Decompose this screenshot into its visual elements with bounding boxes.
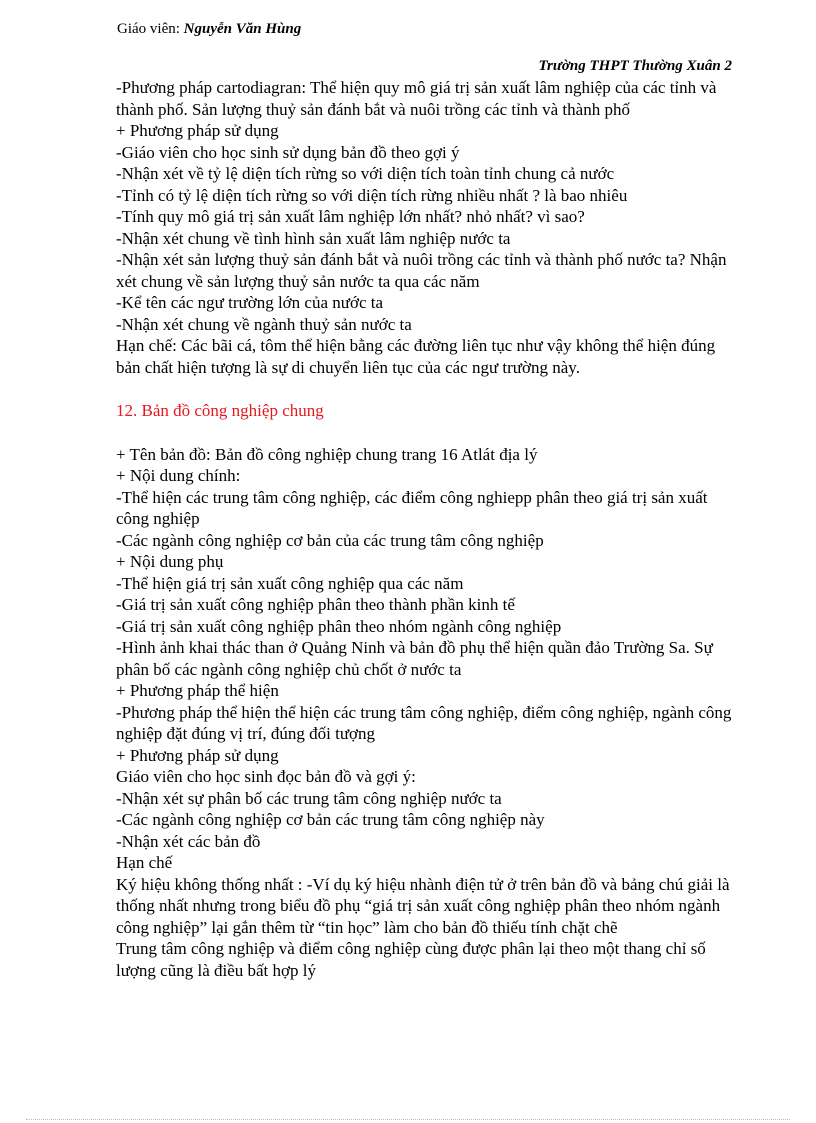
paragraph: Trung tâm công nghiệp và điểm công nghiệp cùng được phân lại theo một thang chỉ số lượng cũng là điều bất hợp lý (116, 939, 706, 980)
paragraph: -Nhận xét chung về ngành thuỷ sản nước ta (116, 314, 412, 334)
paragraph: + Tên bản đồ: Bản đồ công nghiệp chung trang 16 Atlát địa lý (116, 444, 538, 464)
paragraph: -Các ngành công nghiệp cơ bản của các trung tâm công nghiệp (116, 530, 544, 550)
document-body (116, 77, 742, 981)
teacher-name: Nguyễn Văn Hùng (183, 21, 302, 37)
paragraph: Hạn chế: Các bãi cá, tôm thể hiện bằng các đường liên tục như vậy không thể hiện đúng bản chất hiện tượng là sự di chuyển liên tục của các ngư trường này. (116, 336, 716, 377)
paragraph: -Tính quy mô giá trị sản xuất lâm nghiệp lớn nhất? nhỏ nhất? vì sao? (116, 207, 585, 226)
paragraph: -Nhận xét các bản đồ (116, 831, 261, 851)
teacher-header (117, 20, 301, 38)
paragraph: -Tỉnh có tỷ lệ diện tích rừng so với diện tích rừng nhiều nhất ? là bao nhiêu (116, 185, 628, 205)
paragraph: -Thể hiện các trung tâm công nghiệp, các điểm công nghiepp phân theo giá trị sản xuất công nghiệp (116, 487, 708, 528)
paragraph: -Phương pháp thể hiện thể hiện các trung tâm công nghiệp, điểm công nghiệp, ngành công nghiệp đặt đúng vị trí, đúng đối tượng (116, 702, 732, 743)
paragraph: -Giá trị sản xuất công nghiệp phân theo nhóm ngành công nghiệp (116, 616, 562, 636)
paragraph: -Nhận xét sản lượng thuỷ sản đánh bắt và nuôi trồng các tỉnh và thành phố nước ta? Nhận xét chung về sản lượng thuỷ sản nước ta qua các năm (116, 250, 727, 291)
paragraph: Hạn chế (116, 853, 173, 872)
paragraph: -Hình ảnh khai thác than ở Quảng Ninh và bản đồ phụ thể hiện quần đảo Trường Sa. Sự phân bố các ngành công nghiệp chủ chốt ở nước ta (116, 638, 713, 679)
paragraph: + Phương pháp sử dụng (116, 121, 279, 140)
school-name: Trường THPT Thường Xuân 2 (538, 58, 732, 74)
paragraph: -Nhận xét về tỷ lệ diện tích rừng so với diện tích toàn tỉnh chung cả nước (116, 164, 615, 183)
paragraph: Ký hiệu không thống nhất : -Ví dụ ký hiệu nhành điện tử ở trên bản đồ và bảng chú giải là thống nhất nhưng trong biểu đồ phụ “giá trị sản xuất công nghiệp phân theo nhóm ngành công nghiệp” lại gắn thêm từ “tin học” làm cho bản đồ thiếu tính chặt chẽ (116, 874, 730, 937)
teacher-label: Giáo viên: (117, 21, 180, 37)
paragraph: -Kể tên các ngư trường lớn của nước ta (116, 293, 384, 312)
paragraph: + Nội dung chính: (116, 466, 241, 485)
paragraph: -Giá trị sản xuất công nghiệp phân theo thành phần kinh tế (116, 595, 515, 614)
paragraph: -Thể hiện giá trị sản xuất công nghiệp qua các năm (116, 573, 464, 593)
paragraph: -Các ngành công nghiệp cơ bản các trung tâm công nghiệp này (116, 810, 545, 829)
paragraph: + Phương pháp sử dụng (116, 745, 279, 765)
paragraph: -Phương pháp cartodiagran: Thể hiện quy mô giá trị sản xuất lâm nghiệp của các tỉnh và thành phố. Sản lượng thuỷ sản đánh bắt và nuôi trồng các tỉnh và thành phố (116, 78, 717, 119)
paragraph: + Phương pháp thể hiện (116, 681, 279, 700)
paragraph: -Nhận xét chung về tình hình sản xuất lâm nghiệp nước ta (116, 228, 511, 248)
paragraph: -Nhận xét sự phân bố các trung tâm công nghiệp nước ta (116, 788, 502, 808)
paragraph: -Giáo viên cho học sinh sử dụng bản đồ theo gợi ý (116, 142, 460, 162)
page-bottom-divider (26, 1119, 790, 1120)
paragraph: Giáo viên cho học sinh đọc bản đồ và gợi ý: (116, 767, 416, 786)
paragraph: + Nội dung phụ (116, 552, 224, 571)
section-heading: 12. Bản đồ công nghiệp chung (116, 401, 324, 420)
